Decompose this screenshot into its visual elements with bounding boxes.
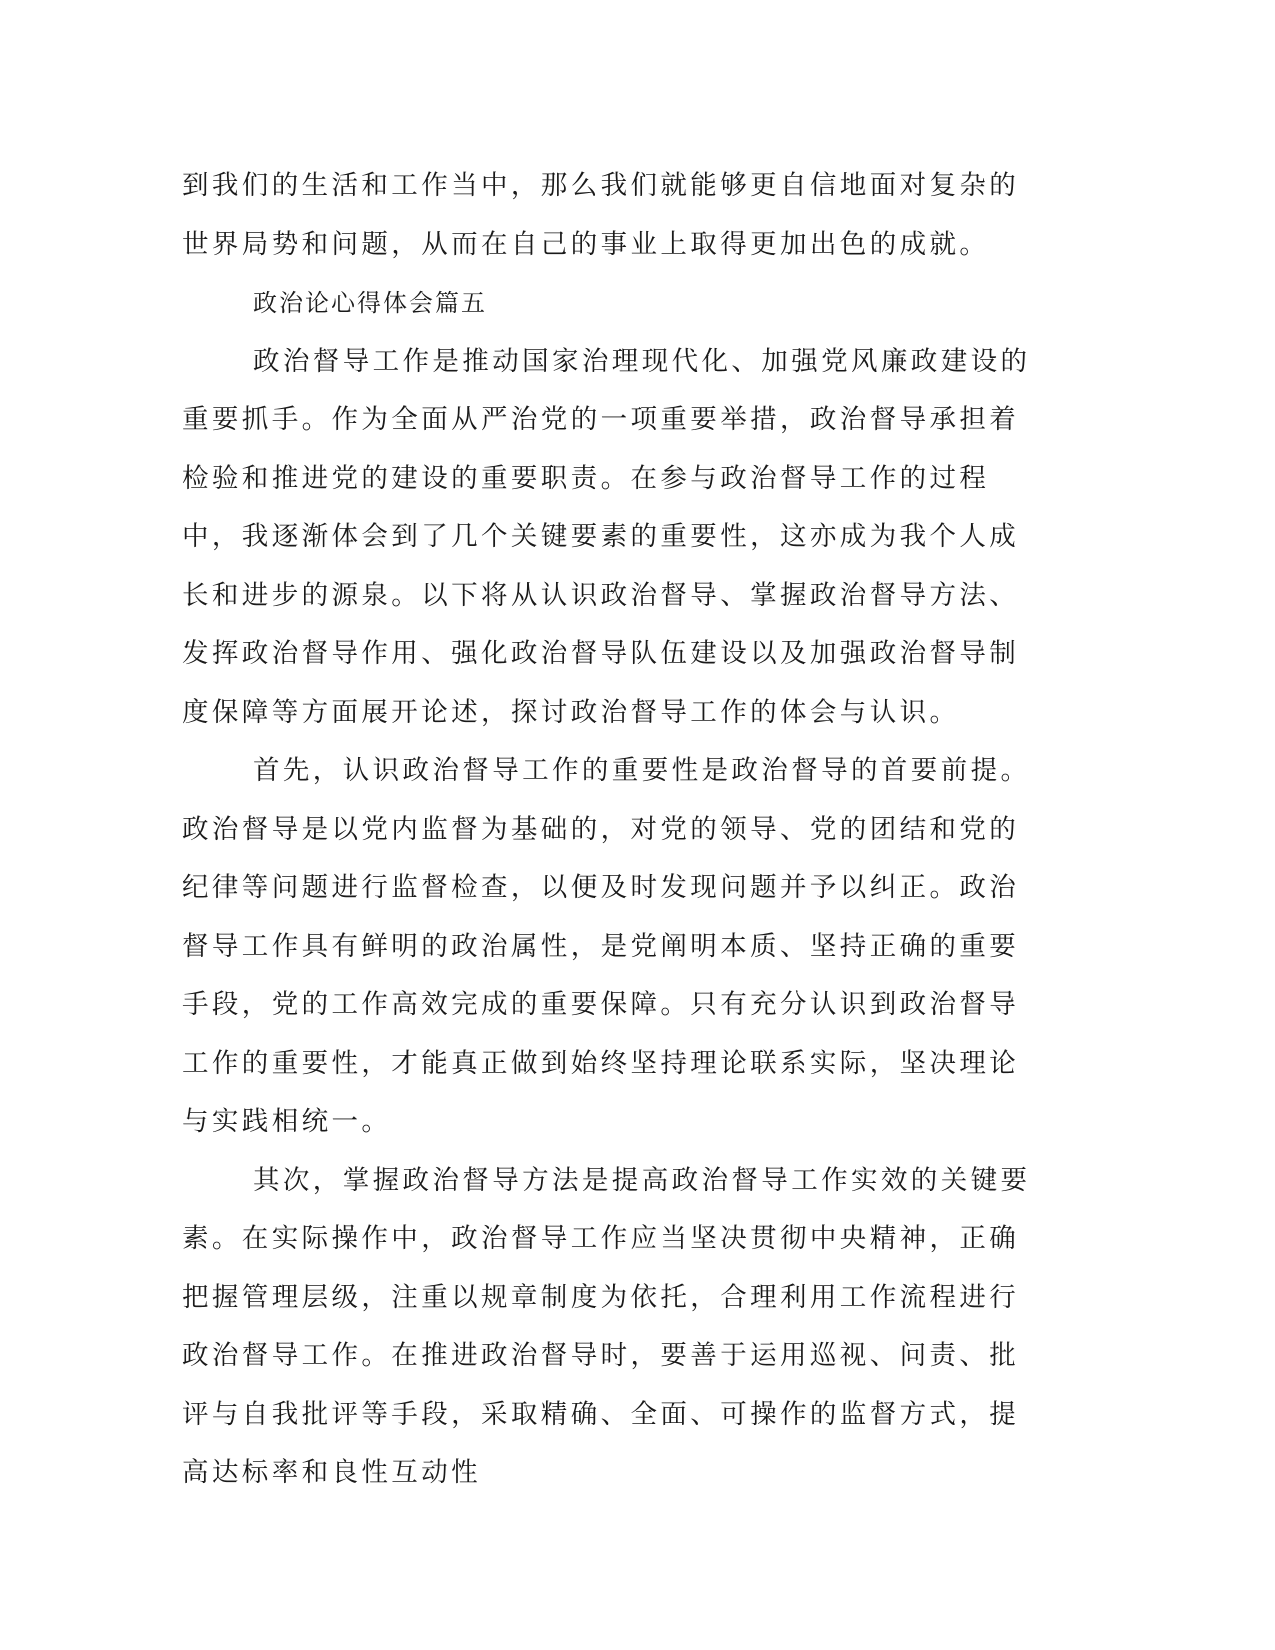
paragraph-second-point: 其次，掌握政治督导方法是提高政治督导工作实效的关键要素。在实际操作中，政治督导工作应当坚决贯彻中央精神，正确把握管理层级，注重以规章制度为依托，合理利用工作流程进行政治督导工作。在推进政治督导时，要善于运用巡视、问责、批评与自我批评等手段，采取精确、全面、可操作的监督方式，提高达标率和良性互动性 [182, 1164, 1031, 1488]
paragraph-first-point: 首先，认识政治督导工作的重要性是政治督导的首要前提。政治督导是以党内监督为基础的，对党的领导、党的团结和党的纪律等问题进行监督检查，以便及时发现问题并予以纠正。政治督导工作具有鲜明的政治属性，是党阐明本质、坚持正确的重要手段，党的工作高效完成的重要保障。只有充分认识到政治督导工作的重要性，才能真正做到始终坚持理论联系实际，坚决理论与实践相统一。 [182, 755, 1031, 1137]
paragraph-intro: 政治督导工作是推动国家治理现代化、加强党风廉政建设的重要抓手。作为全面从严治党的一项重要举措，政治督导承担着检验和推进党的建设的重要职责。在参与政治督导工作的过程中，我逐渐体会到了几个关键要素的重要性，这亦成为我个人成长和进步的源泉。以下将从认识政治督导、掌握政治督导方法、发挥政治督导作用、强化政治督导队伍建设以及加强政治督导制度保障等方面展开论述，探讨政治督导工作的体会与认识。 [182, 345, 1031, 728]
section-heading: 政治论心得体会篇五 [253, 289, 487, 317]
document-body [182, 157, 1042, 1503]
paragraph-continuation: 到我们的生活和工作当中，那么我们就能够更自信地面对复杂的世界局势和问题，从而在自己的事业上取得更加出色的成就。 [182, 170, 1020, 260]
